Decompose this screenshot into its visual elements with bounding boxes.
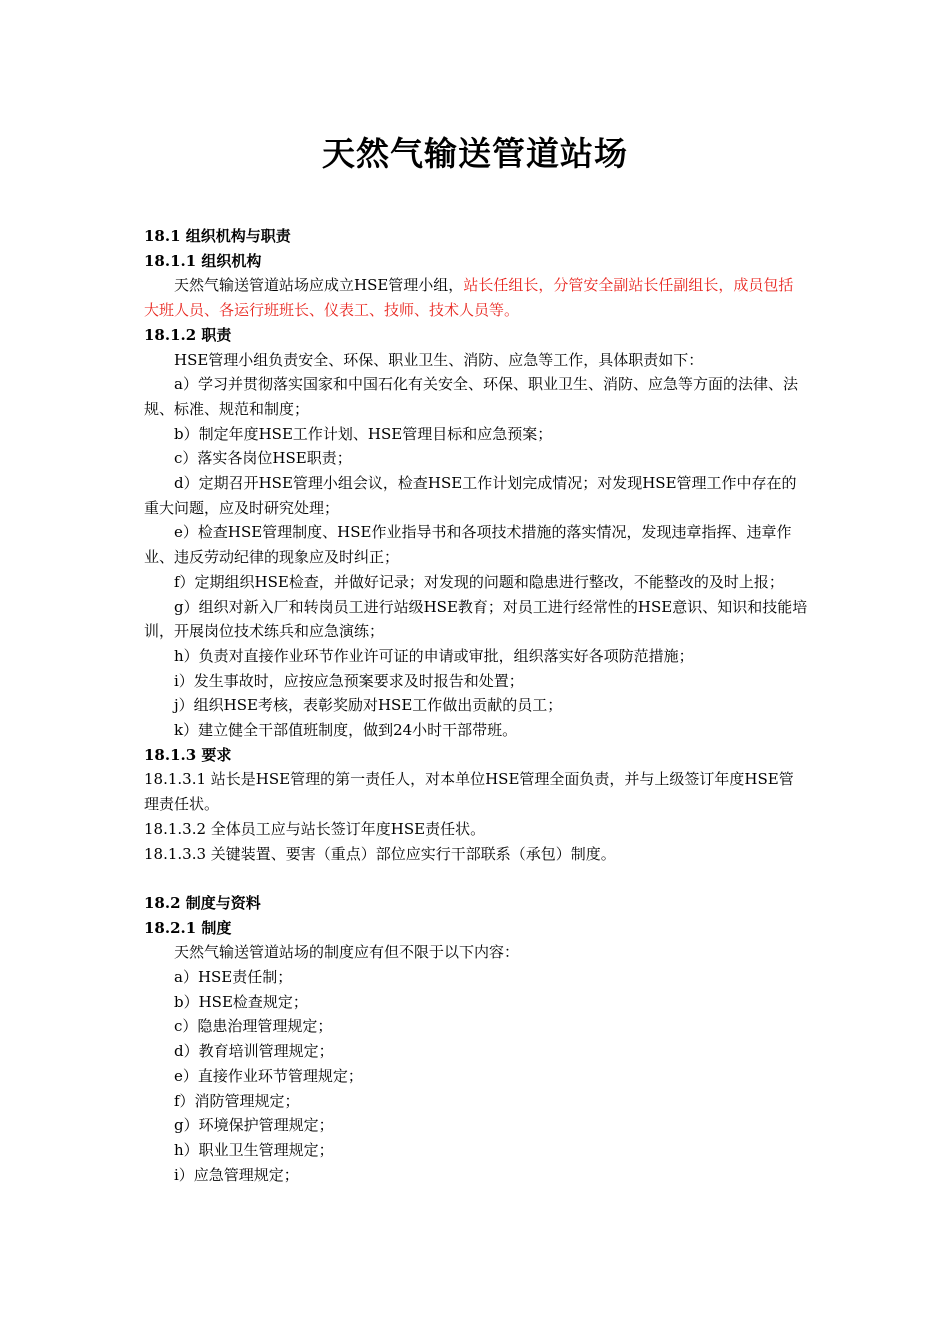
requirement-item-1: 18.1.3.1 站长是HSE管理的第一责任人，对本单位HSE管理全面负责，并与上级签订年度HSE管理责任状。 [144,770,794,814]
organization-paragraph [144,273,808,322]
section-spacer [144,866,808,891]
section-heading-18-1: 18.1 组织机构与职责 [144,227,291,245]
rule-item-c: c）隐患治理管理规定； [174,1017,333,1036]
rule-item-a: a）HSE责任制； [174,968,293,987]
organization-text: 天然气输送管道站场应成立HSE管理小组， [174,276,464,295]
duty-item-a: a）学习并贯彻落实国家和中国石化有关安全、环保、职业卫生、消防、应急等方面的法律、法规、标准、规范和制度； [144,375,798,418]
rule-item-f: f）消防管理规定； [174,1091,300,1110]
subsection-heading-18-1-1: 18.1.1 组织机构 [144,251,262,270]
subsection-heading-18-2-1: 18.2.1 制度 [144,918,232,937]
rule-item-i: i）应急管理规定； [174,1165,299,1184]
duty-item-k: k）建立健全干部值班制度，做到24小时干部带班。 [174,721,518,740]
duty-item-b: b）制定年度HSE工作计划、HSE管理目标和应急预案； [174,424,553,443]
duty-item-h: h）负责对直接作业环节作业许可证的申请或审批，组织落实好各项防范措施； [174,646,694,665]
requirement-item-3: 18.1.3.3 关键装置、要害（重点）部位应实行干部联系（承包）制度。 [144,844,616,863]
duties-intro: HSE管理小组负责安全、环保、职业卫生、消防、应急等工作，具体职责如下： [174,350,704,369]
requirement-item-2: 18.1.3.2 全体员工应与站长签订年度HSE责任状。 [144,819,486,838]
duty-item-e: e）检查HSE管理制度、HSE作业指导书和各项技术措施的落实情况，发现违章指挥、违章作业、违反劳动纪律的现象应及时纠正； [144,523,792,567]
rule-item-b: b）HSE检查规定； [174,992,308,1011]
document-title: 天然气输送管道站场 [322,134,628,173]
subsection-heading-18-1-3: 18.1.3 要求 [144,745,232,764]
rule-item-d: d）教育培训管理规定； [174,1042,334,1061]
subsection-heading-18-1-2: 18.1.2 职责 [144,325,232,344]
rules-intro: 天然气输送管道站场的制度应有但不限于以下内容： [174,943,520,962]
document-body [144,224,808,1187]
duty-item-d: d）定期召开HSE管理小组会议，检查HSE工作计划完成情况；对发现HSE管理工作中存在的重大问题，应及时研究处理； [144,474,797,517]
organization-highlight-text: 站长任组长，分管安全副站长任副组长，成员包括大班人员、各运行班班长、仪表工、技师、技术人员等。 [144,276,794,320]
duty-item-i: i）发生事故时，应按应急预案要求及时报告和处置； [174,671,524,690]
rule-item-h: h）职业卫生管理规定； [174,1141,334,1159]
section-heading-18-2: 18.2 制度与资料 [144,893,261,912]
duty-item-f: f）定期组织HSE检查，并做好记录；对发现的问题和隐患进行整改，不能整改的及时上报； [174,572,784,591]
rule-item-g: g）环境保护管理规定； [174,1116,334,1135]
duty-item-j: j）组织HSE考核，表彰奖励对HSE工作做出贡献的员工； [174,696,563,715]
duty-item-c: c）落实各岗位HSE职责； [174,449,352,468]
duty-item-g: g）组织对新入厂和转岗员工进行站级HSE教育；对员工进行经常性的HSE意识、知识和技能培训，开展岗位技术练兵和应急演练； [144,597,808,641]
rule-item-e: e）直接作业环节管理规定； [174,1066,363,1085]
